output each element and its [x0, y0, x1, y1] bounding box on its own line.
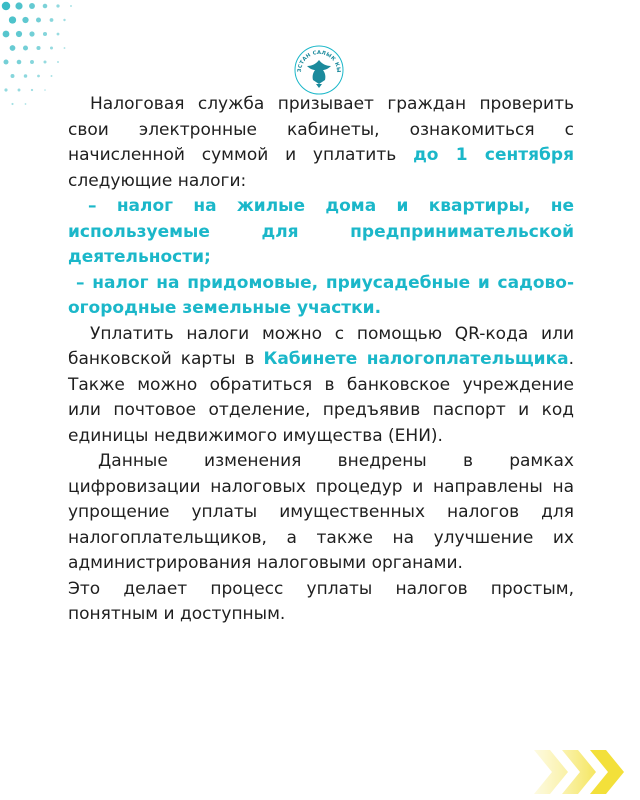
decorative-dot [31, 89, 33, 91]
decorative-dot [29, 31, 34, 36]
tax-service-logo [293, 44, 345, 96]
decorative-dot [4, 88, 7, 91]
decorative-dot [44, 61, 47, 64]
decorative-dot [23, 45, 28, 50]
decorative-dot [2, 2, 10, 10]
paragraph-payment: Уплатить налоги можно с помощью QR-кода или банковской карты в Кабинете налогоплательщика. Также можно обратиться в банковское учреждение или почтовое отделение, предъявив паспорт и код единицы недвижимого имущества (ЕНИ). [68, 323, 574, 446]
decorative-dot [50, 46, 53, 49]
decorative-dot [24, 74, 28, 78]
decorative-dot [9, 16, 16, 23]
decorative-dot [57, 61, 59, 63]
decorative-dot [56, 4, 59, 7]
decorative-dot [57, 33, 60, 36]
decorative-dot [64, 47, 66, 49]
decorative-dot [25, 103, 27, 105]
decorative-dot [22, 17, 28, 23]
decorative-dot [16, 31, 22, 37]
forward-arrows-icon [528, 744, 640, 800]
decorative-dot [43, 4, 48, 9]
decorative-dot [11, 103, 13, 105]
decorative-dot [70, 5, 72, 7]
decorative-dot [43, 32, 47, 36]
paragraph-conclusion: Это делает процесс уплаты налогов простым, понятным и доступным. [68, 578, 574, 624]
deadline-highlight: до 1 сентября [413, 145, 574, 165]
decorative-dot [29, 3, 35, 9]
decorative-dot [51, 75, 53, 77]
logo-text: ЗСТАН САЛЫК КЫ [296, 49, 342, 73]
decorative-dot [63, 19, 65, 21]
decorative-dot [30, 60, 34, 64]
paragraph-intro: Налоговая служба призывает граждан проверить свои электронные кабинеты, ознакомиться с начисленной суммой и уплатить до 1 сентября следующие налоги: [68, 94, 574, 191]
decorative-dot [10, 45, 16, 51]
decorative-dot [15, 2, 22, 9]
decorative-dot [17, 60, 22, 65]
decorative-dot [3, 59, 8, 64]
paragraph-changes: Данные изменения внедрены в рамках цифровизации налоговых процедур и направлены на упрощение уплаты имущественных налогов для налогоплательщиков, а также на улучшение их администрирования налоговыми органами. [68, 451, 574, 573]
decorative-dot [11, 74, 15, 78]
decorative-dot [18, 89, 21, 92]
taxpayer-cabinet-highlight: Кабинете налогоплательщика [263, 349, 569, 369]
tax-item-housing: – налог на жилые дома и квартиры, не используемые для предпринимательской деятельности; [68, 196, 574, 267]
tax-item-land: – налог на придомовые, приусадебные и садово-огородные земельные участки. [68, 272, 574, 318]
emblem-icon [293, 44, 345, 96]
article-body [68, 92, 574, 628]
decorative-dot [50, 18, 54, 22]
decorative-dot [36, 17, 41, 22]
decorative-dot [36, 46, 40, 50]
decorative-dot [44, 89, 46, 91]
decorative-dot [37, 75, 40, 78]
decorative-dot [3, 31, 10, 38]
